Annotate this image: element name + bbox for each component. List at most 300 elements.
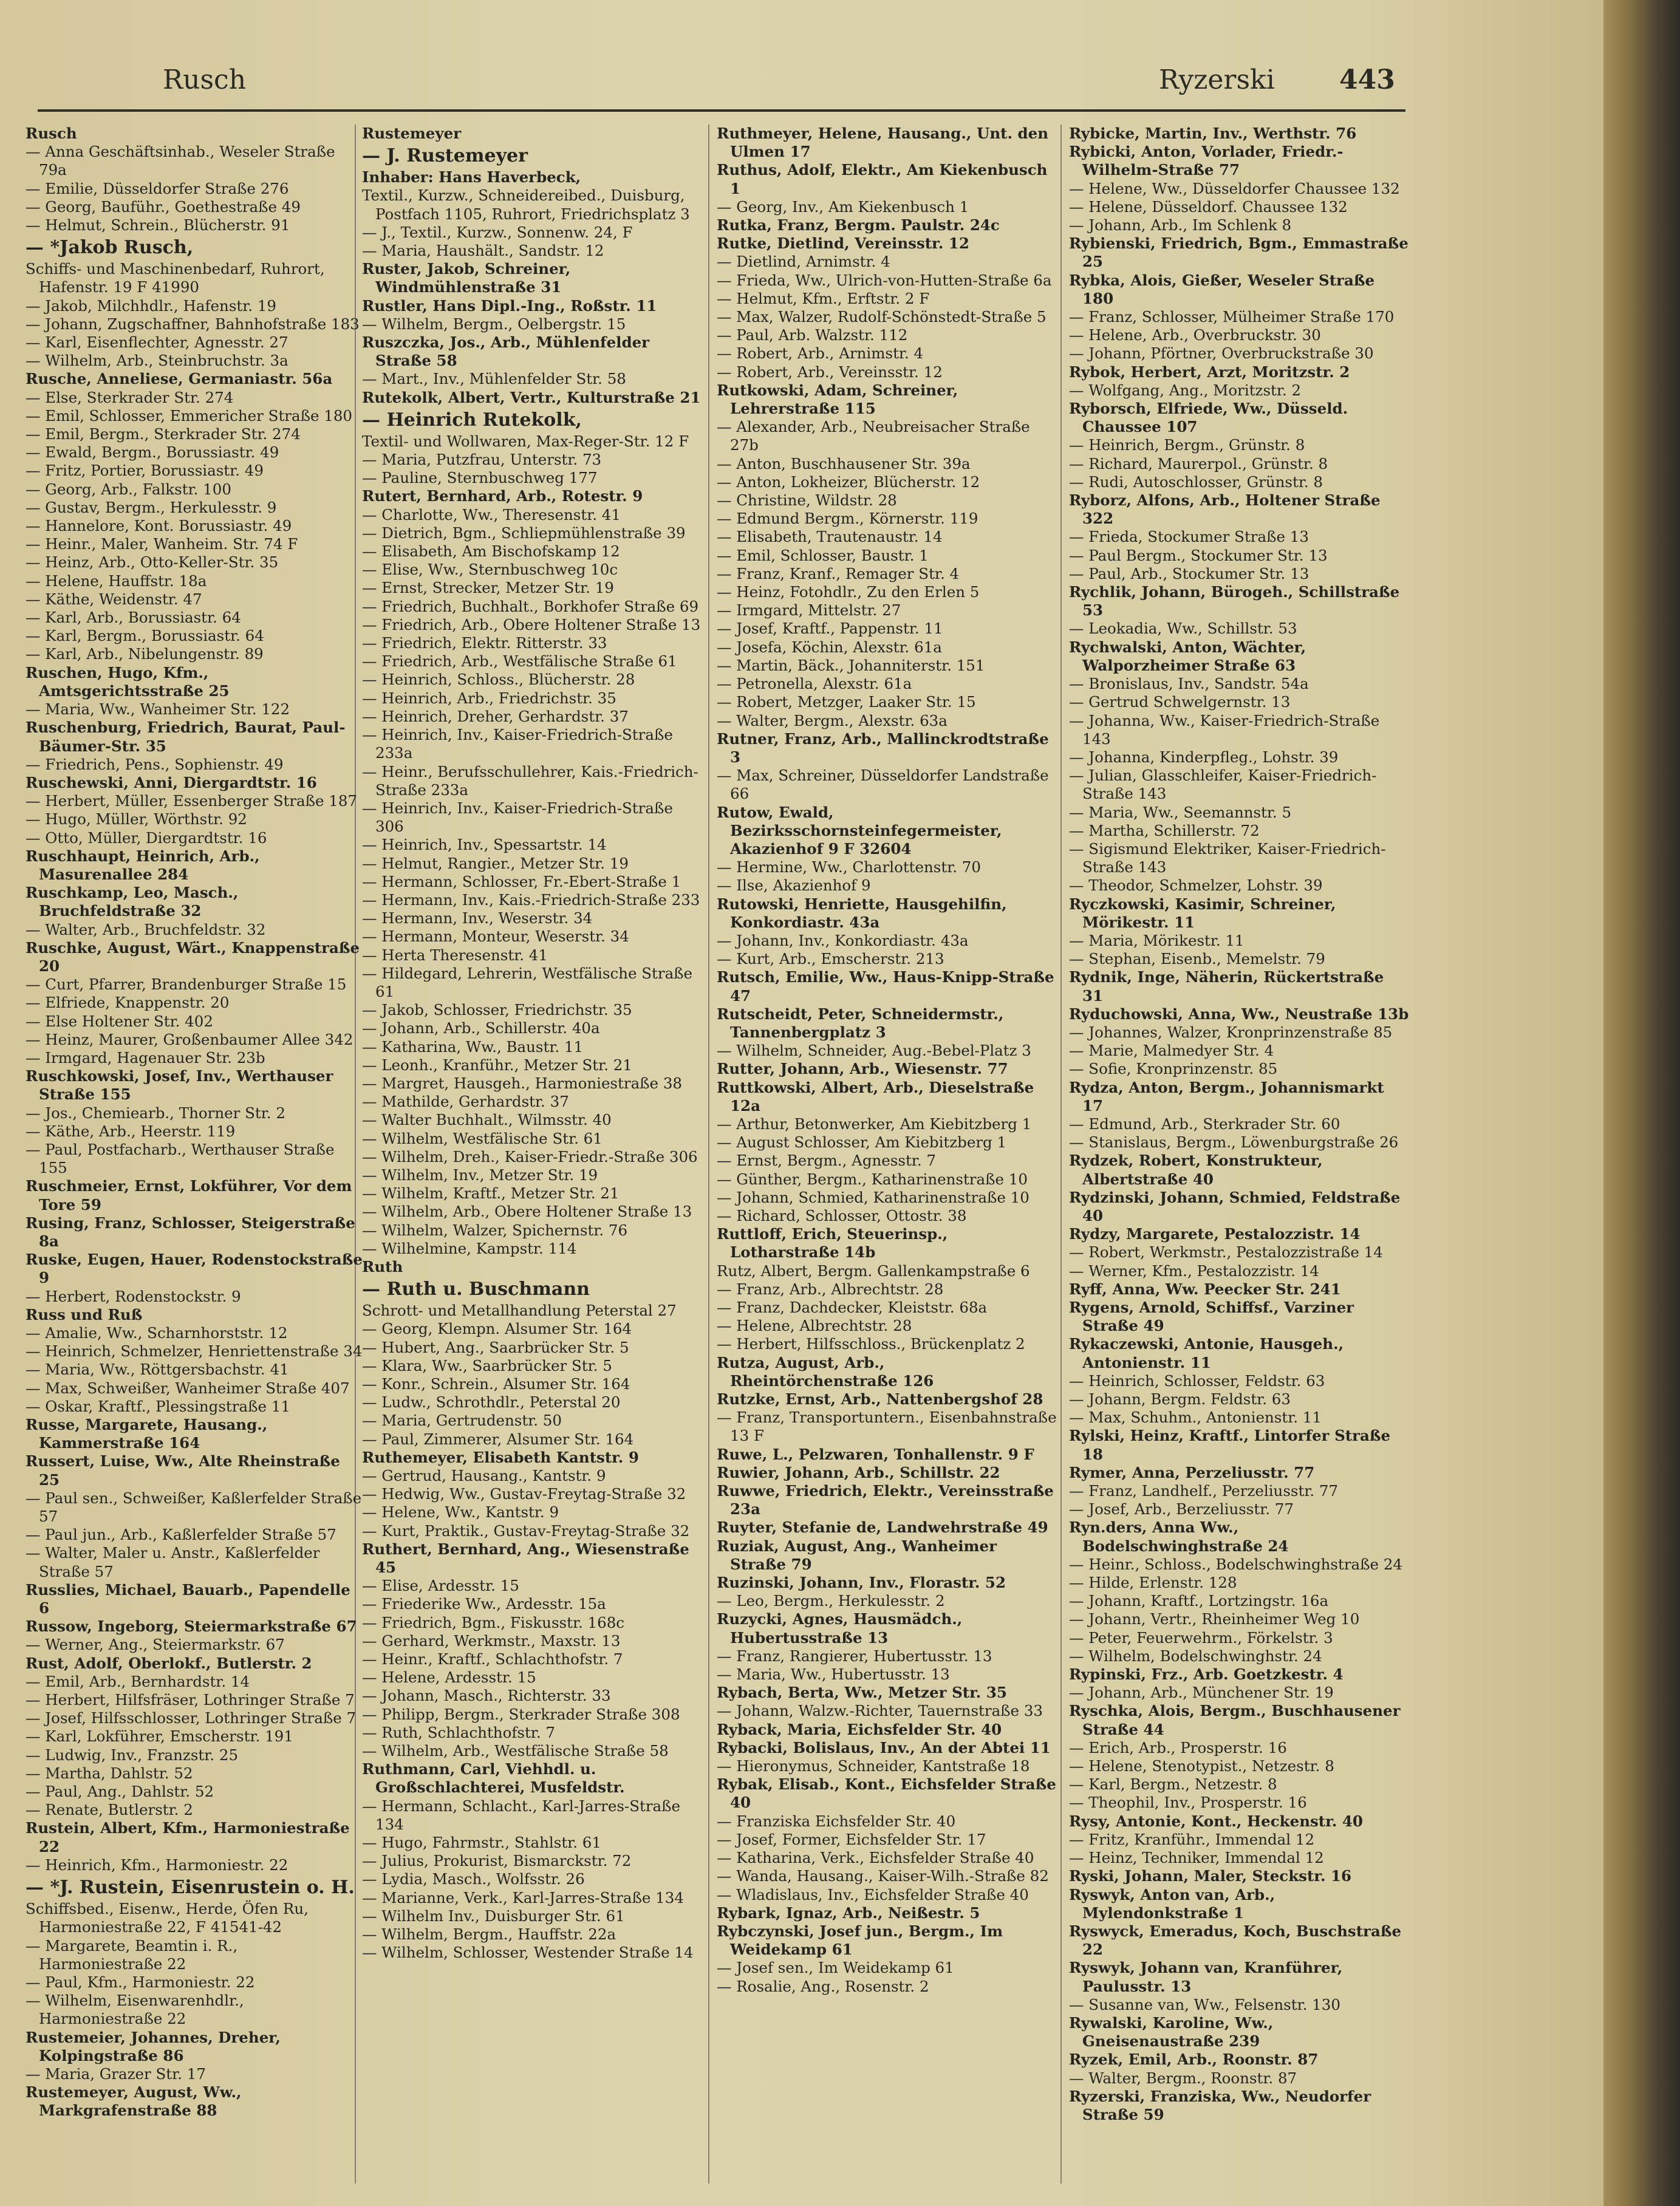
directory-entry: — Julian, Glasschleifer, Kaiser-Friedrich-Straße 143 bbox=[1069, 767, 1377, 803]
book-binding bbox=[1603, 0, 1680, 2206]
directory-entry: — Margarete, Beamtin i. R., Harmoniestraße 22 bbox=[26, 1936, 238, 1973]
directory-entry: — Helene, Ww., Kantstr. 9 bbox=[362, 1503, 559, 1521]
directory-entry: — Herbert, Rodenstockstr. 9 bbox=[26, 1287, 241, 1305]
page-number: 443 bbox=[1339, 64, 1395, 95]
directory-entry: Rydzinski, Johann, Schmied, Feldstraße 40 bbox=[1069, 1188, 1401, 1224]
directory-entry: — Georg, Klempn. Alsumer Str. 164 bbox=[362, 1320, 632, 1338]
directory-entry: Ruschhaupt, Heinrich, Arb., Masurenallee 284 bbox=[26, 847, 260, 883]
directory-entry: — Sigismund Elektriker, Kaiser-Friedrich-Straße 143 bbox=[1069, 839, 1386, 876]
firm-listing: — Ruth u. Buschmann bbox=[362, 1279, 590, 1300]
directory-entry: — Gertrud, Hausang., Kantstr. 9 bbox=[362, 1467, 606, 1485]
directory-entry: — Anton, Lokheizer, Blücherstr. 12 bbox=[717, 473, 980, 491]
directory-entry: — Johann, Inv., Konkordiastr. 43a bbox=[717, 931, 969, 949]
directory-entry: Rutert, Bernhard, Arb., Rotestr. 9 bbox=[362, 487, 643, 505]
directory-entry: — Ernst, Bergm., Agnesstr. 7 bbox=[717, 1152, 936, 1170]
directory-entry: Rybark, Ignaz, Arb., Neißestr. 5 bbox=[717, 1904, 980, 1922]
directory-entry: — Petronella, Alexstr. 61a bbox=[717, 675, 912, 693]
directory-entry: Rydza, Anton, Bergm., Johannismarkt 17 bbox=[1069, 1078, 1384, 1115]
directory-entry: — Wanda, Hausang., Kaiser-Wilh.-Straße 82 bbox=[717, 1867, 1049, 1885]
directory-entry: — Paul sen., Schweißer, Kaßlerfelder Straße 57 bbox=[26, 1489, 362, 1526]
directory-entry: Rutter, Johann, Arb., Wiesenstr. 77 bbox=[717, 1060, 1008, 1078]
directory-entry: — Wilhelm, Bergm., Hauffstr. 22a bbox=[362, 1925, 616, 1944]
directory-entry: — Wilhelm, Arb., Steinbruchstr. 3a bbox=[26, 352, 289, 370]
directory-entry: Rykaczewski, Antonie, Hausgeh., Antonienstr. 11 bbox=[1069, 1335, 1344, 1371]
directory-entry: — Franz, Arb., Albrechtstr. 28 bbox=[717, 1280, 944, 1298]
directory-entry: — Heinrich, Kfm., Harmoniestr. 22 bbox=[26, 1856, 289, 1874]
directory-entry: — Else Holtener Str. 402 bbox=[26, 1012, 213, 1030]
directory-entry: — Günther, Bergm., Katharinenstraße 10 bbox=[717, 1170, 1028, 1188]
directory-entry: Rybicki, Anton, Vorlader, Friedr.-Wilhelm-Straße 77 bbox=[1069, 143, 1344, 179]
directory-entry: Rustemeier, Johannes, Dreher, Kolpingstraße 86 bbox=[26, 2028, 281, 2064]
directory-entry: — Renate, Butlerstr. 2 bbox=[26, 1801, 193, 1819]
directory-entry: — Josefa, Köchin, Alexstr. 61a bbox=[717, 638, 942, 656]
directory-entry: Rysy, Antonie, Kont., Heckenstr. 40 bbox=[1069, 1812, 1363, 1830]
directory-entry: — Hugo, Müller, Wörthstr. 92 bbox=[26, 810, 247, 828]
directory-entry: — Paul, Ang., Dahlstr. 52 bbox=[26, 1783, 214, 1801]
directory-entry: Ruthert, Bernhard, Ang., Wiesenstraße 45 bbox=[362, 1540, 689, 1577]
directory-entry: — Marie, Malmedyer Str. 4 bbox=[1069, 1042, 1274, 1060]
directory-entry: — Emil, Schlosser, Baustr. 1 bbox=[717, 546, 929, 564]
directory-entry: — Käthe, Arb., Heerstr. 119 bbox=[26, 1122, 236, 1140]
directory-entry: — Konr., Schrein., Alsumer Str. 164 bbox=[362, 1375, 630, 1393]
directory-entry: — Helene, Ww., Düsseldorfer Chaussee 132 bbox=[1069, 179, 1400, 197]
directory-entry: — Arthur, Betonwerker, Am Kiebitzberg 1 bbox=[717, 1115, 1032, 1133]
directory-entry: — Katharina, Ww., Baustr. 11 bbox=[362, 1037, 584, 1056]
directory-entry: — Maria, Grazer Str. 17 bbox=[26, 2064, 206, 2083]
directory-entry: — Heinrich, Inv., Kaiser-Friedrich-Straße 306 bbox=[362, 799, 673, 836]
column-divider bbox=[708, 125, 709, 2184]
directory-entry: — Heinrich, Bergm., Grünstr. 8 bbox=[1069, 436, 1305, 454]
directory-entry: — Franz, Rangierer, Hubertusstr. 13 bbox=[717, 1647, 992, 1665]
directory-entry: — Josef, Hilfsschlosser, Lothringer Straße 7 bbox=[26, 1709, 357, 1727]
directory-entry: — Friedrich, Pens., Sophienstr. 49 bbox=[26, 755, 284, 773]
directory-entry: — Johann, Masch., Richterstr. 33 bbox=[362, 1687, 611, 1705]
directory-entry: Rustler, Hans Dipl.-Ing., Roßstr. 11 bbox=[362, 296, 657, 315]
directory-entry: — Amalie, Ww., Scharnhorststr. 12 bbox=[26, 1324, 288, 1342]
column-divider bbox=[1060, 125, 1062, 2184]
firm-details: Textil., Kurzw., Schneidereibed., Duisburg, Postfach 1105, Ruhrort, Friedrichsplatz 3 bbox=[362, 186, 690, 223]
directory-entry: — Herbert, Müller, Essenberger Straße 187 bbox=[26, 792, 358, 810]
firm-listing: — *J. Rustein, Eisenrustein o. H. bbox=[26, 1877, 355, 1899]
directory-entry: — Ernst, Strecker, Metzer Str. 19 bbox=[362, 579, 614, 597]
directory-entry: — Josef, Arb., Berzeliusstr. 77 bbox=[1069, 1500, 1294, 1518]
directory-entry: Rybczynski, Josef jun., Bergm., Im Weidekamp 61 bbox=[717, 1922, 1003, 1959]
directory-entry: — Hermine, Ww., Charlottenstr. 70 bbox=[717, 858, 981, 876]
directory-entry: — Johann, Pförtner, Overbruckstraße 30 bbox=[1069, 344, 1374, 363]
directory-entry: — Gerhard, Werkmstr., Maxstr. 13 bbox=[362, 1631, 621, 1650]
directory-entry: — Heinrich, Schlosser, Feldstr. 63 bbox=[1069, 1371, 1325, 1390]
directory-entry: — Wilhelm, Kraftf., Metzer Str. 21 bbox=[362, 1184, 620, 1203]
directory-entry: Rylski, Heinz, Kraftf., Lintorfer Straße 18 bbox=[1069, 1427, 1391, 1463]
directory-entry: Russe, Margarete, Hausang., Kammerstraße 164 bbox=[26, 1416, 268, 1452]
directory-entry: — Josef sen., Im Weidekamp 61 bbox=[717, 1959, 954, 1977]
directory-entry: Ryborz, Alfons, Arb., Holtener Straße 322 bbox=[1069, 491, 1381, 528]
firm-details: Schiffs- und Maschinenbedarf, Ruhrort, Hafenstr. 19 F 41990 bbox=[26, 260, 325, 296]
directory-entry: — Robert, Arb., Arnimstr. 4 bbox=[717, 344, 924, 363]
firm-details: Schiffsbed., Eisenw., Herde, Öfen Ru, Harmoniestraße 22, F 41541-42 bbox=[26, 1900, 309, 1936]
directory-entry: Ryn.ders, Anna Ww., Bodelschwinghstraße 24 bbox=[1069, 1518, 1289, 1555]
directory-entry: — Stanislaus, Bergm., Löwenburgstraße 26 bbox=[1069, 1133, 1399, 1152]
directory-entry: — Emilie, Düsseldorfer Straße 276 bbox=[26, 179, 289, 197]
column-2 bbox=[362, 125, 702, 1962]
directory-entry: Rybacki, Bolislaus, Inv., An der Abtei 11 bbox=[717, 1738, 1051, 1757]
directory-entry: — Emil, Bergm., Sterkrader Str. 274 bbox=[26, 425, 301, 443]
directory-entry: Rutke, Dietlind, Vereinsstr. 12 bbox=[717, 234, 969, 253]
directory-entry: — Curt, Pfarrer, Brandenburger Straße 15 bbox=[26, 975, 347, 994]
directory-entry: — Johann, Walzw.-Richter, Tauernstraße 33 bbox=[717, 1702, 1043, 1720]
directory-entry: — Wilhelm, Eisenwarenhdlr., Harmoniestraße 22 bbox=[26, 1992, 244, 2028]
directory-entry: — Mart., Inv., Mühlenfelder Str. 58 bbox=[362, 370, 626, 388]
directory-entry: — Friedrich, Bgm., Fiskusstr. 168c bbox=[362, 1613, 625, 1631]
directory-entry: — Heinrich, Inv., Kaiser-Friedrich-Straße 233a bbox=[362, 726, 673, 762]
directory-entry: — Edmund Bergm., Körnerstr. 119 bbox=[717, 510, 978, 528]
directory-entry: — Werner, Ang., Steiermarkstr. 67 bbox=[26, 1636, 285, 1654]
directory-entry: Inhaber: Hans Haverbeck, bbox=[362, 168, 581, 186]
directory-entry: Ruschkamp, Leo, Masch., Bruchfeldstraße 32 bbox=[26, 884, 239, 920]
directory-entry: Rybak, Elisab., Kont., Eichsfelder Straße 40 bbox=[717, 1775, 1056, 1812]
directory-entry: — Franziska Eichsfelder Str. 40 bbox=[717, 1812, 956, 1830]
directory-entry: — Heinr., Berufsschullehrer, Kais.-Friedrich-Straße 233a bbox=[362, 762, 698, 799]
directory-entry: — Karl, Arb., Nibelungenstr. 89 bbox=[26, 645, 264, 663]
directory-entry: — Paul jun., Arb., Kaßlerfelder Straße 57 bbox=[26, 1526, 336, 1544]
directory-entry: — Werner, Kfm., Pestalozzistr. 14 bbox=[1069, 1262, 1319, 1280]
firm-details: Schrott- und Metallhandlung Peterstal 27 bbox=[362, 1302, 677, 1320]
directory-entry: — Wilhelm, Inv., Metzer Str. 19 bbox=[362, 1166, 598, 1184]
directory-entry: — Martha, Dahlstr. 52 bbox=[26, 1764, 193, 1782]
directory-entry: — Theodor, Schmelzer, Lohstr. 39 bbox=[1069, 876, 1323, 895]
directory-entry: — Wilhelm, Schlosser, Westender Straße 14 bbox=[362, 1944, 694, 1962]
directory-entry: — Paul Bergm., Stockumer Str. 13 bbox=[1069, 546, 1328, 564]
directory-entry: — Heinrich, Inv., Spessartstr. 14 bbox=[362, 836, 607, 854]
directory-entry: Rusch bbox=[26, 125, 77, 142]
directory-entry: Rybok, Herbert, Arzt, Moritzstr. 2 bbox=[1069, 363, 1350, 381]
directory-entry: Russow, Ingeborg, Steiermarkstraße 67 bbox=[26, 1617, 357, 1636]
directory-entry: — Leo, Bergm., Herkulesstr. 2 bbox=[717, 1592, 945, 1610]
directory-entry: — Paul, Arb., Stockumer Str. 13 bbox=[1069, 564, 1310, 582]
directory-entry: — Rudi, Autoschlosser, Grünstr. 8 bbox=[1069, 473, 1323, 491]
directory-entry: — Peter, Feuerwehrm., Förkelstr. 3 bbox=[1069, 1628, 1333, 1647]
directory-entry: Ruwier, Johann, Arb., Schillstr. 22 bbox=[717, 1463, 1000, 1481]
directory-entry: — Bronislaus, Inv., Sandstr. 54a bbox=[1069, 675, 1309, 693]
directory-entry: Russlies, Michael, Bauarb., Papendelle 6 bbox=[26, 1580, 350, 1617]
directory-entry: Ryswyck, Emeradus, Koch, Buschstraße 22 bbox=[1069, 1922, 1402, 1959]
directory-entry: Rybicke, Martin, Inv., Werthstr. 76 bbox=[1069, 125, 1357, 142]
firm-details: Textil- und Wollwaren, Max-Reger-Str. 12 F bbox=[362, 432, 689, 450]
directory-entry: — Johanna, Kinderpfleg., Lohstr. 39 bbox=[1069, 748, 1339, 766]
directory-entry: — Friedrich, Arb., Westfälische Straße 61 bbox=[362, 652, 677, 671]
directory-entry: Rydzek, Robert, Konstrukteur, Albertstraße 40 bbox=[1069, 1152, 1323, 1188]
directory-entry: — Kurt, Arb., Emscherstr. 213 bbox=[717, 950, 944, 968]
directory-entry: — Friedrich, Elektr. Ritterstr. 33 bbox=[362, 634, 607, 652]
directory-entry: Ruschkowski, Josef, Inv., Werthauser Straße 155 bbox=[26, 1067, 333, 1104]
directory-entry: Rutsch, Emilie, Ww., Haus-Knipp-Straße 47 bbox=[717, 968, 1054, 1005]
directory-entry: — Anton, Buschhausener Str. 39a bbox=[717, 454, 971, 473]
directory-entry: — Lydia, Masch., Wolfsstr. 26 bbox=[362, 1870, 585, 1888]
directory-entry: — Wilhelm, Dreh., Kaiser-Friedr.-Straße 306 bbox=[362, 1147, 698, 1166]
directory-entry: — Julius, Prokurist, Bismarckstr. 72 bbox=[362, 1852, 632, 1870]
directory-entry: — Heinrich, Schloss., Blücherstr. 28 bbox=[362, 671, 635, 689]
directory-entry: — Johannes, Walzer, Kronprinzenstraße 85 bbox=[1069, 1023, 1393, 1041]
directory-entry: Rydzy, Margarete, Pestalozzistr. 14 bbox=[1069, 1225, 1361, 1243]
directory-entry: Ruschewski, Anni, Diergardtstr. 16 bbox=[26, 773, 317, 791]
directory-entry: — J., Textil., Kurzw., Sonnenw. 24, F bbox=[362, 223, 633, 241]
directory-entry: — Johann, Kraftf., Lortzingstr. 16a bbox=[1069, 1592, 1329, 1610]
directory-entry: — Herbert, Hilfsschloss., Brückenplatz 2 bbox=[717, 1335, 1025, 1353]
directory-entry: Ryzerski, Franziska, Ww., Neudorfer Straße 59 bbox=[1069, 2087, 1371, 2123]
directory-entry: Ruszczka, Jos., Arb., Mühlenfelder Straße 58 bbox=[362, 333, 650, 370]
directory-entry: — Hilde, Erlenstr. 128 bbox=[1069, 1574, 1237, 1592]
directory-entry: — Dietrich, Bgm., Schliepmühlenstraße 39 bbox=[362, 524, 686, 542]
directory-entry: — Wladislaus, Inv., Eichsfelder Straße 40 bbox=[717, 1885, 1029, 1904]
directory-entry: — Stephan, Eisenb., Memelstr. 79 bbox=[1069, 950, 1325, 968]
directory-entry: — Ruth, Schlachthofstr. 7 bbox=[362, 1723, 555, 1741]
directory-entry: Ruster, Jakob, Schreiner, Windmühlenstraße 31 bbox=[362, 260, 571, 296]
directory-entry: Ruthmann, Carl, Viehhdl. u. Großschlachterei, Musfeldstr. bbox=[362, 1760, 625, 1797]
directory-entry: — Hedwig, Ww., Gustav-Freytag-Straße 32 bbox=[362, 1485, 686, 1503]
directory-entry: — Leonh., Kranführ., Metzer Str. 21 bbox=[362, 1056, 632, 1074]
directory-entry: — Franz, Dachdecker, Kleiststr. 68a bbox=[717, 1299, 988, 1316]
directory-entry: Ruschke, August, Wärt., Knappenstraße 20 bbox=[26, 938, 360, 975]
directory-entry: — Georg, Bauführ., Goethestraße 49 bbox=[26, 197, 301, 216]
directory-entry: Rutzke, Ernst, Arb., Nattenbergshof 28 bbox=[717, 1390, 1043, 1409]
directory-entry: — Katharina, Verk., Eichsfelder Straße 40 bbox=[717, 1849, 1034, 1867]
directory-entry: — Heinr., Maler, Wanheim. Str. 74 F bbox=[26, 535, 298, 553]
column-3 bbox=[717, 125, 1057, 1996]
directory-entry: Rygens, Arnold, Schiffsf., Varziner Straße 49 bbox=[1069, 1299, 1354, 1335]
directory-entry: — Walter, Bergm., Roonstr. 87 bbox=[1069, 2069, 1297, 2087]
directory-entry: Ruthmeyer, Helene, Hausang., Unt. den Ulmen 17 bbox=[717, 125, 1049, 161]
directory-entry: — Gustav, Bergm., Herkulesstr. 9 bbox=[26, 498, 277, 516]
directory-entry: — Leokadia, Ww., Schillstr. 53 bbox=[1069, 620, 1297, 638]
directory-entry: — Franz, Transportuntern., Eisenbahnstraße 13 F bbox=[717, 1409, 1057, 1445]
directory-entry: Ryswyk, Anton van, Arb., Mylendonkstraße 1 bbox=[1069, 1885, 1275, 1922]
directory-entry: Rutkowski, Adam, Schreiner, Lehrerstraße 115 bbox=[717, 381, 958, 418]
directory-entry: — Rosalie, Ang., Rosenstr. 2 bbox=[717, 1977, 929, 1995]
directory-entry: — Kurt, Praktik., Gustav-Freytag-Straße 32 bbox=[362, 1521, 690, 1540]
directory-entry: Ruttloff, Erich, Steuerinsp., Lotharstraße 14b bbox=[717, 1225, 948, 1262]
column-4 bbox=[1069, 125, 1409, 2124]
directory-entry: Rymer, Anna, Perzeliusstr. 77 bbox=[1069, 1463, 1315, 1481]
directory-entry: — Heinz, Techniker, Immendal 12 bbox=[1069, 1849, 1324, 1867]
directory-entry: Rybach, Berta, Ww., Metzer Str. 35 bbox=[717, 1684, 1007, 1702]
directory-entry: — Max, Schuhm., Antonienstr. 11 bbox=[1069, 1409, 1322, 1427]
directory-entry: Rutner, Franz, Arb., Mallinckrodtstraße 3 bbox=[717, 729, 1049, 766]
directory-entry: — Georg, Arb., Falkstr. 100 bbox=[26, 480, 231, 498]
directory-entry: — Heinrich, Dreher, Gerhardstr. 37 bbox=[362, 707, 629, 725]
directory-entry: Rutza, August, Arb., Rheintörchenstraße 126 bbox=[717, 1353, 934, 1390]
directory-entry: Ruziak, August, Ang., Wanheimer Straße 79 bbox=[717, 1537, 997, 1573]
directory-entry: Russ und Ruß bbox=[26, 1305, 143, 1323]
directory-entry: Ryff, Anna, Ww. Peecker Str. 241 bbox=[1069, 1280, 1341, 1298]
directory-entry: Ruthemeyer, Elisabeth Kantstr. 9 bbox=[362, 1448, 639, 1466]
directory-entry: — Gertrud Schwelgernstr. 13 bbox=[1069, 693, 1291, 711]
directory-entry: — Elisabeth, Am Bischofskamp 12 bbox=[362, 542, 620, 561]
directory-entry: — Irmgard, Hagenauer Str. 23b bbox=[26, 1048, 265, 1067]
directory-entry: — Christine, Wildstr. 28 bbox=[717, 491, 897, 510]
directory-entry: — Otto, Müller, Diergardtstr. 16 bbox=[26, 828, 267, 847]
directory-entry: — Alexander, Arb., Neubreisacher Straße 27b bbox=[717, 418, 1030, 454]
directory-entry: — Friedrich, Buchhalt., Borkhofer Straße 69 bbox=[362, 597, 699, 615]
directory-entry: — Oskar, Kraftf., Plessingstraße 11 bbox=[26, 1397, 290, 1415]
directory-entry: — Elise, Ww., Sternbuschweg 10c bbox=[362, 561, 618, 579]
directory-entry: — Heinrich, Arb., Friedrichstr. 35 bbox=[362, 689, 616, 707]
directory-entry: — Johanna, Ww., Kaiser-Friedrich-Straße 143 bbox=[1069, 711, 1380, 748]
directory-entry: Rust, Adolf, Oberlokf., Butlerstr. 2 bbox=[26, 1654, 312, 1672]
directory-entry: — Mathilde, Gerhardstr. 37 bbox=[362, 1093, 569, 1111]
directory-entry: — Hermann, Schlacht., Karl-Jarres-Straße 134 bbox=[362, 1797, 681, 1833]
directory-entry: — Heinz, Maurer, Großenbaumer Allee 342 bbox=[26, 1030, 353, 1048]
directory-entry: — Heinz, Arb., Otto-Keller-Str. 35 bbox=[26, 553, 279, 572]
firm-listing: — Heinrich Rutekolk, bbox=[362, 409, 582, 431]
directory-entry: Rusche, Anneliese, Germaniastr. 56a bbox=[26, 370, 333, 388]
directory-entry: Ruth bbox=[362, 1257, 403, 1275]
directory-entry: Rywalski, Karoline, Ww., Gneisenaustraße 239 bbox=[1069, 2013, 1274, 2051]
directory-entry: — Franz, Schlosser, Mülheimer Straße 170 bbox=[1069, 308, 1395, 326]
directory-entry: Ruthus, Adolf, Elektr., Am Kiekenbusch 1 bbox=[717, 161, 1048, 197]
directory-entry: Ruwe, L., Pelzwaren, Tonhallenstr. 9 F bbox=[717, 1445, 1034, 1463]
directory-entry: — Karl, Bergm., Borussiastr. 64 bbox=[26, 627, 264, 645]
directory-entry: — Elise, Ardesstr. 15 bbox=[362, 1577, 519, 1595]
directory-entry: — Karl, Lokführer, Emscherstr. 191 bbox=[26, 1727, 293, 1746]
directory-entry: — Helene, Stenotypist., Netzestr. 8 bbox=[1069, 1757, 1334, 1775]
directory-entry: Ryski, Johann, Maler, Steckstr. 16 bbox=[1069, 1867, 1352, 1885]
directory-entry: Ryborsch, Elfriede, Ww., Düsseld. Chaussee 107 bbox=[1069, 400, 1348, 436]
directory-entry: — Ewald, Bergm., Borussiastr. 49 bbox=[26, 443, 279, 462]
directory-entry: Rychlik, Johann, Bürogeh., Schillstraße 53 bbox=[1069, 583, 1400, 620]
directory-entry: — Helene, Ardesstr. 15 bbox=[362, 1668, 536, 1687]
directory-entry: — Edmund, Arb., Sterkrader Str. 60 bbox=[1069, 1115, 1340, 1133]
directory-entry: Rustemeyer, August, Ww., Markgrafenstraße 88 bbox=[26, 2083, 242, 2120]
directory-entry: Rutekolk, Albert, Vertr., Kulturstraße 21 bbox=[362, 388, 701, 406]
directory-entry: — Helmut, Kfm., Erftstr. 2 F bbox=[717, 289, 930, 307]
directory-entry: — August Schlosser, Am Kiebitzberg 1 bbox=[717, 1133, 1007, 1152]
directory-entry: — Ludwig, Inv., Franzstr. 25 bbox=[26, 1746, 239, 1764]
directory-entry: — Wilhelm, Bergm., Oelbergstr. 15 bbox=[362, 315, 626, 333]
directory-entry: — Richard, Maurerpol., Grünstr. 8 bbox=[1069, 454, 1328, 473]
directory-entry: Rutscheidt, Peter, Schneidermstr., Tannenbergplatz 3 bbox=[717, 1005, 1004, 1041]
directory-entry: — Maria, Ww., Seemannstr. 5 bbox=[1069, 803, 1292, 821]
directory-entry: — Heinr., Schloss., Bodelschwinghstraße 24 bbox=[1069, 1555, 1402, 1573]
directory-entry: — Margret, Hausgeh., Harmoniestraße 38 bbox=[362, 1074, 683, 1092]
directory-entry: — Sofie, Kronprinzenstr. 85 bbox=[1069, 1060, 1278, 1078]
directory-entry: — Maria, Mörikestr. 11 bbox=[1069, 931, 1245, 949]
directory-entry: — Frieda, Ww., Ulrich-von-Hutten-Straße 6a bbox=[717, 271, 1052, 289]
directory-entry: Rutz, Albert, Bergm. Gallenkampstraße 6 bbox=[717, 1262, 1030, 1280]
directory-entry: Ryczkowski, Kasimir, Schreiner, Mörikestr. 11 bbox=[1069, 895, 1336, 931]
running-head-right: Ryzerski bbox=[1159, 64, 1275, 95]
directory-entry: — Georg, Inv., Am Kiekenbusch 1 bbox=[717, 197, 969, 216]
directory-entry: — Wilhelm, Bodelschwinghstr. 24 bbox=[1069, 1647, 1322, 1665]
directory-entry: Ruschen, Hugo, Kfm., Amtsgerichtsstraße 25 bbox=[26, 663, 230, 700]
directory-entry: — Johann, Arb., Münchener Str. 19 bbox=[1069, 1684, 1334, 1702]
directory-entry: — Herbert, Hilfsfräser, Lothringer Straße 7 bbox=[26, 1691, 355, 1709]
directory-entry: — Maria, Putzfrau, Unterstr. 73 bbox=[362, 451, 602, 469]
directory-entry: — Hildegard, Lehrerin, Westfälische Straße 61 bbox=[362, 964, 693, 1000]
directory-entry: — Wilhelm Inv., Duisburger Str. 61 bbox=[362, 1907, 625, 1925]
directory-entry: — Heinrich, Schmelzer, Henriettenstraße 34 bbox=[26, 1342, 363, 1361]
directory-entry: — Helene, Arb., Overbruckstr. 30 bbox=[1069, 326, 1321, 344]
running-head-left: Rusch bbox=[163, 64, 247, 95]
directory-entry: — Hannelore, Kont. Borussiastr. 49 bbox=[26, 517, 292, 535]
directory-entry: Ryduchowski, Anna, Ww., Neustraße 13b bbox=[1069, 1005, 1409, 1023]
directory-entry: Ruschenburg, Friedrich, Baurat, Paul-Bäumer-Str. 35 bbox=[26, 719, 346, 755]
directory-entry: — Johann, Arb., Schillerstr. 40a bbox=[362, 1019, 600, 1037]
directory-entry: — Helene, Hauffstr. 18a bbox=[26, 572, 207, 590]
directory-entry: — Johann, Arb., Im Schlenk 8 bbox=[1069, 216, 1292, 234]
directory-entry: Rydnik, Inge, Näherin, Rückertstraße 31 bbox=[1069, 968, 1384, 1005]
directory-entry: — Franz, Kranf., Remager Str. 4 bbox=[717, 564, 960, 582]
directory-entry: — Wilhelm, Schneider, Aug.-Bebel-Platz 3 bbox=[717, 1042, 1031, 1060]
directory-entry: — Walter Buchhalt., Wilmsstr. 40 bbox=[362, 1111, 612, 1129]
directory-entry: — Martha, Schillerstr. 72 bbox=[1069, 821, 1260, 839]
directory-entry: — Karl, Arb., Borussiastr. 64 bbox=[26, 609, 241, 627]
header-rule bbox=[38, 109, 1405, 112]
directory-entry: — Walter, Maler u. Anstr., Kaßlerfelder Straße 57 bbox=[26, 1544, 320, 1580]
directory-entry: — Richard, Schlosser, Ottostr. 38 bbox=[717, 1206, 967, 1224]
directory-entry: — Ilse, Akazienhof 9 bbox=[717, 876, 871, 895]
directory-entry: Ruske, Eugen, Hauer, Rodenstockstraße 9 bbox=[26, 1251, 363, 1287]
directory-entry: — Wilhelm, Walzer, Spichernstr. 76 bbox=[362, 1221, 628, 1239]
directory-entry: — Helmut, Schrein., Blücherstr. 91 bbox=[26, 216, 290, 234]
directory-entry: — Wilhelm, Arb., Westfälische Straße 58 bbox=[362, 1742, 669, 1760]
directory-entry: — Susanne van, Ww., Felsenstr. 130 bbox=[1069, 1995, 1340, 2013]
directory-entry: — Marianne, Verk., Karl-Jarres-Straße 134 bbox=[362, 1888, 684, 1907]
directory-entry: — Robert, Werkmstr., Pestalozzistraße 14 bbox=[1069, 1243, 1383, 1262]
directory-entry: Ryschka, Alois, Bergm., Buschhausener Straße 44 bbox=[1069, 1702, 1401, 1738]
directory-entry: — Heinz, Fotohdlr., Zu den Erlen 5 bbox=[717, 583, 980, 601]
firm-listing: — *Jakob Rusch, bbox=[26, 237, 194, 259]
firm-listing: — J. Rustemeyer bbox=[362, 145, 528, 167]
directory-entry: Ryzek, Emil, Arb., Roonstr. 87 bbox=[1069, 2051, 1319, 2069]
directory-entry: — Josef, Former, Eichsfelder Str. 17 bbox=[717, 1830, 986, 1848]
directory-entry: Ruyter, Stefanie de, Landwehrstraße 49 bbox=[717, 1518, 1048, 1537]
directory-entry: — Irmgard, Mittelstr. 27 bbox=[717, 601, 901, 620]
directory-entry: Ruttkowski, Albert, Arb., Dieselstraße 12a bbox=[717, 1078, 1034, 1115]
directory-entry: — Johann, Vertr., Rheinheimer Weg 10 bbox=[1069, 1610, 1360, 1628]
directory-entry: — Erich, Arb., Prosperstr. 16 bbox=[1069, 1738, 1287, 1757]
directory-entry: — Jakob, Milchhdlr., Hafenstr. 19 bbox=[26, 296, 277, 315]
directory-entry: — Hugo, Fahrmstr., Stahlstr. 61 bbox=[362, 1834, 601, 1852]
directory-entry: — Wilhelm, Arb., Obere Holtener Straße 13 bbox=[362, 1203, 692, 1221]
directory-entry: Rustemeyer bbox=[362, 125, 462, 142]
directory-entry: Rusing, Franz, Schlosser, Steigerstraße 8a bbox=[26, 1214, 355, 1250]
directory-entry: — Käthe, Weidenstr. 47 bbox=[26, 590, 202, 608]
directory-entry: — Maria, Ww., Röttgersbachstr. 41 bbox=[26, 1361, 289, 1379]
directory-entry: — Maria, Gertrudenstr. 50 bbox=[362, 1412, 562, 1430]
directory-entry: — Philipp, Bergm., Sterkrader Straße 308 bbox=[362, 1705, 680, 1723]
column-1 bbox=[26, 125, 366, 2120]
directory-entry: — Hermann, Schlosser, Fr.-Ebert-Straße 1 bbox=[362, 872, 681, 890]
directory-entry: — Emil, Schlosser, Emmericher Straße 180 bbox=[26, 406, 353, 425]
directory-entry: — Elisabeth, Trautenaustr. 14 bbox=[717, 528, 943, 546]
directory-entry: — Wolfgang, Ang., Moritzstr. 2 bbox=[1069, 381, 1302, 399]
directory-entry: — Paul, Postfacharb., Werthauser Straße 155 bbox=[26, 1140, 335, 1177]
directory-entry: Russert, Luise, Ww., Alte Rheinstraße 25 bbox=[26, 1452, 340, 1489]
directory-entry: Ryback, Maria, Eichsfelder Str. 40 bbox=[717, 1720, 1002, 1738]
directory-entry: — Josef, Kraftf., Pappenstr. 11 bbox=[717, 620, 943, 638]
directory-entry: Ryswyk, Johann van, Kranführer, Paulusstr. 13 bbox=[1069, 1959, 1343, 1995]
directory-entry: — Wilhelm, Westfälische Str. 61 bbox=[362, 1129, 603, 1147]
directory-entry: — Hermann, Inv., Weserstr. 34 bbox=[362, 909, 593, 927]
directory-entry: — Maria, Ww., Wanheimer Str. 122 bbox=[26, 700, 290, 719]
directory-entry: — Fritz, Portier, Borussiastr. 49 bbox=[26, 462, 264, 480]
directory-entry: — Martin, Bäck., Johanniterstr. 151 bbox=[717, 656, 985, 674]
directory-entry: — Theophil, Inv., Prosperstr. 16 bbox=[1069, 1794, 1307, 1812]
directory-entry: — Charlotte, Ww., Theresenstr. 41 bbox=[362, 505, 621, 524]
directory-entry: — Max, Walzer, Rudolf-Schönstedt-Straße 5 bbox=[717, 308, 1047, 326]
directory-entry: — Paul, Zimmerer, Alsumer Str. 164 bbox=[362, 1430, 634, 1448]
directory-entry: — Franz, Landhelf., Perzeliusstr. 77 bbox=[1069, 1482, 1339, 1500]
